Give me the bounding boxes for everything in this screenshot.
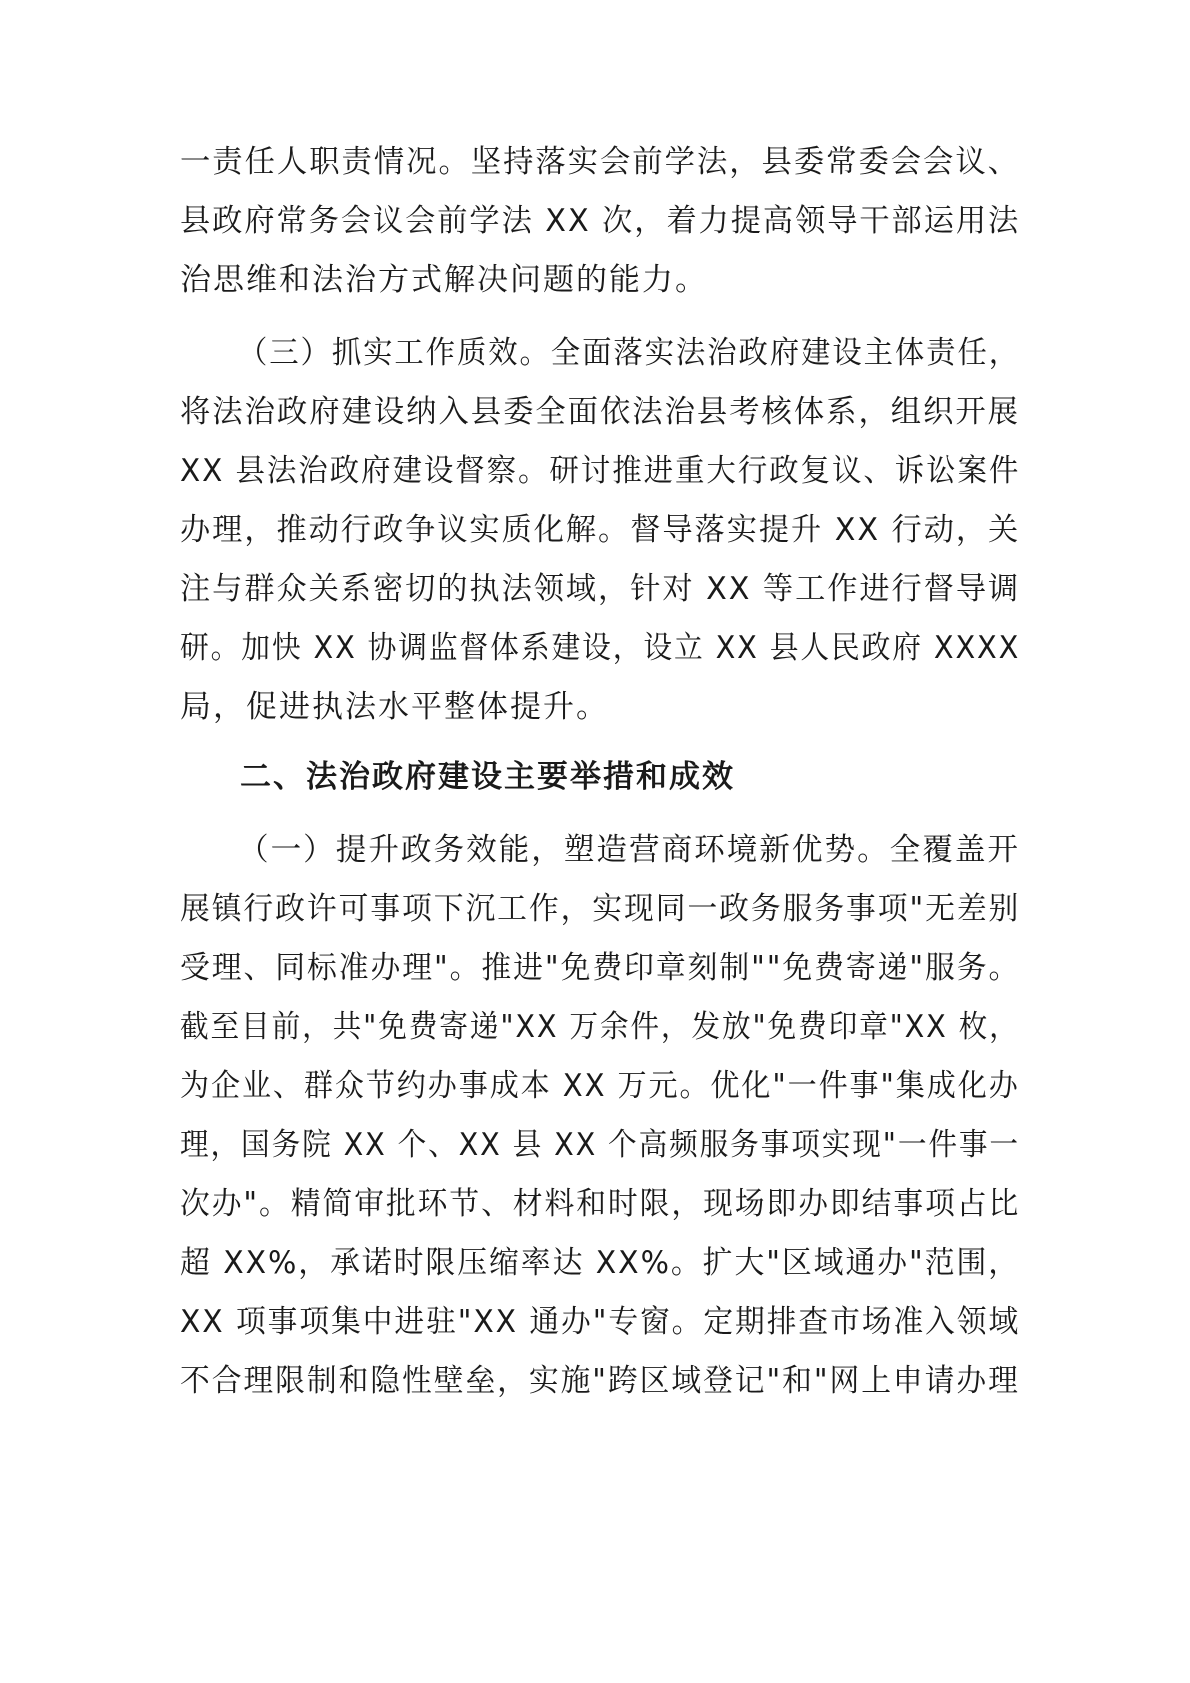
body-line: XX 项事项集中进驻"XX 通办"专窗。定期排查市场准入领域 [180,1304,1021,1340]
paragraph-first-line: （一）提升政务效能，塑造营商环境新优势。全覆盖开 [238,832,1021,868]
body-line: 治思维和法治方式解决问题的能力。 [180,262,708,298]
body-line: 截至目前，共"免费寄递"XX 万余件，发放"免费印章"XX 枚， [180,1009,1020,1045]
body-line: 展镇行政许可事项下沉工作，实现同一政务服务事项"无差别 [180,891,1021,927]
section-heading: 二、法治政府建设主要举措和成效 [240,759,735,795]
body-line: 将法治政府建设纳入县委全面依法治县考核体系，组织开展 [180,394,1020,430]
body-line: 受理、同标准办理"。推进"免费印章刻制""免费寄递"服务。 [180,950,1021,986]
body-line: XX 县法治政府建设督察。研讨推进重大行政复议、诉讼案件 [180,453,1021,489]
body-line: 注与群众关系密切的执法领域，针对 XX 等工作进行督导调 [180,571,1021,607]
body-line: 为企业、群众节约办事成本 XX 万元。优化"一件事"集成化办 [180,1068,1020,1104]
body-line: 超 XX%，承诺时限压缩率达 XX%。扩大"区域通办"范围， [180,1245,1021,1281]
body-line: 不合理限制和隐性壁垒，实施"跨区域登记"和"网上申请办理 [180,1363,1020,1399]
body-line: 县政府常务会议会前学法 XX 次，着力提高领导干部运用法 [180,203,1021,239]
body-line: 一责任人职责情况。坚持落实会前学法，县委常委会会议、 [180,144,1020,180]
body-line: 次办"。精简审批环节、材料和时限，现场即办即结事项占比 [180,1186,1021,1222]
paragraph-first-line: （三）抓实工作质效。全面落实法治政府建设主体责任， [238,335,1021,371]
body-line: 局，促进执法水平整体提升。 [180,689,609,725]
body-line: 办理，推动行政争议实质化解。督导落实提升 XX 行动，关 [180,512,1021,548]
body-line: 研。加快 XX 协调监督体系建设，设立 XX 县人民政府 XXXX [180,630,1021,666]
body-line: 理，国务院 XX 个、XX 县 XX 个高频服务事项实现"一件事一 [180,1127,1020,1163]
